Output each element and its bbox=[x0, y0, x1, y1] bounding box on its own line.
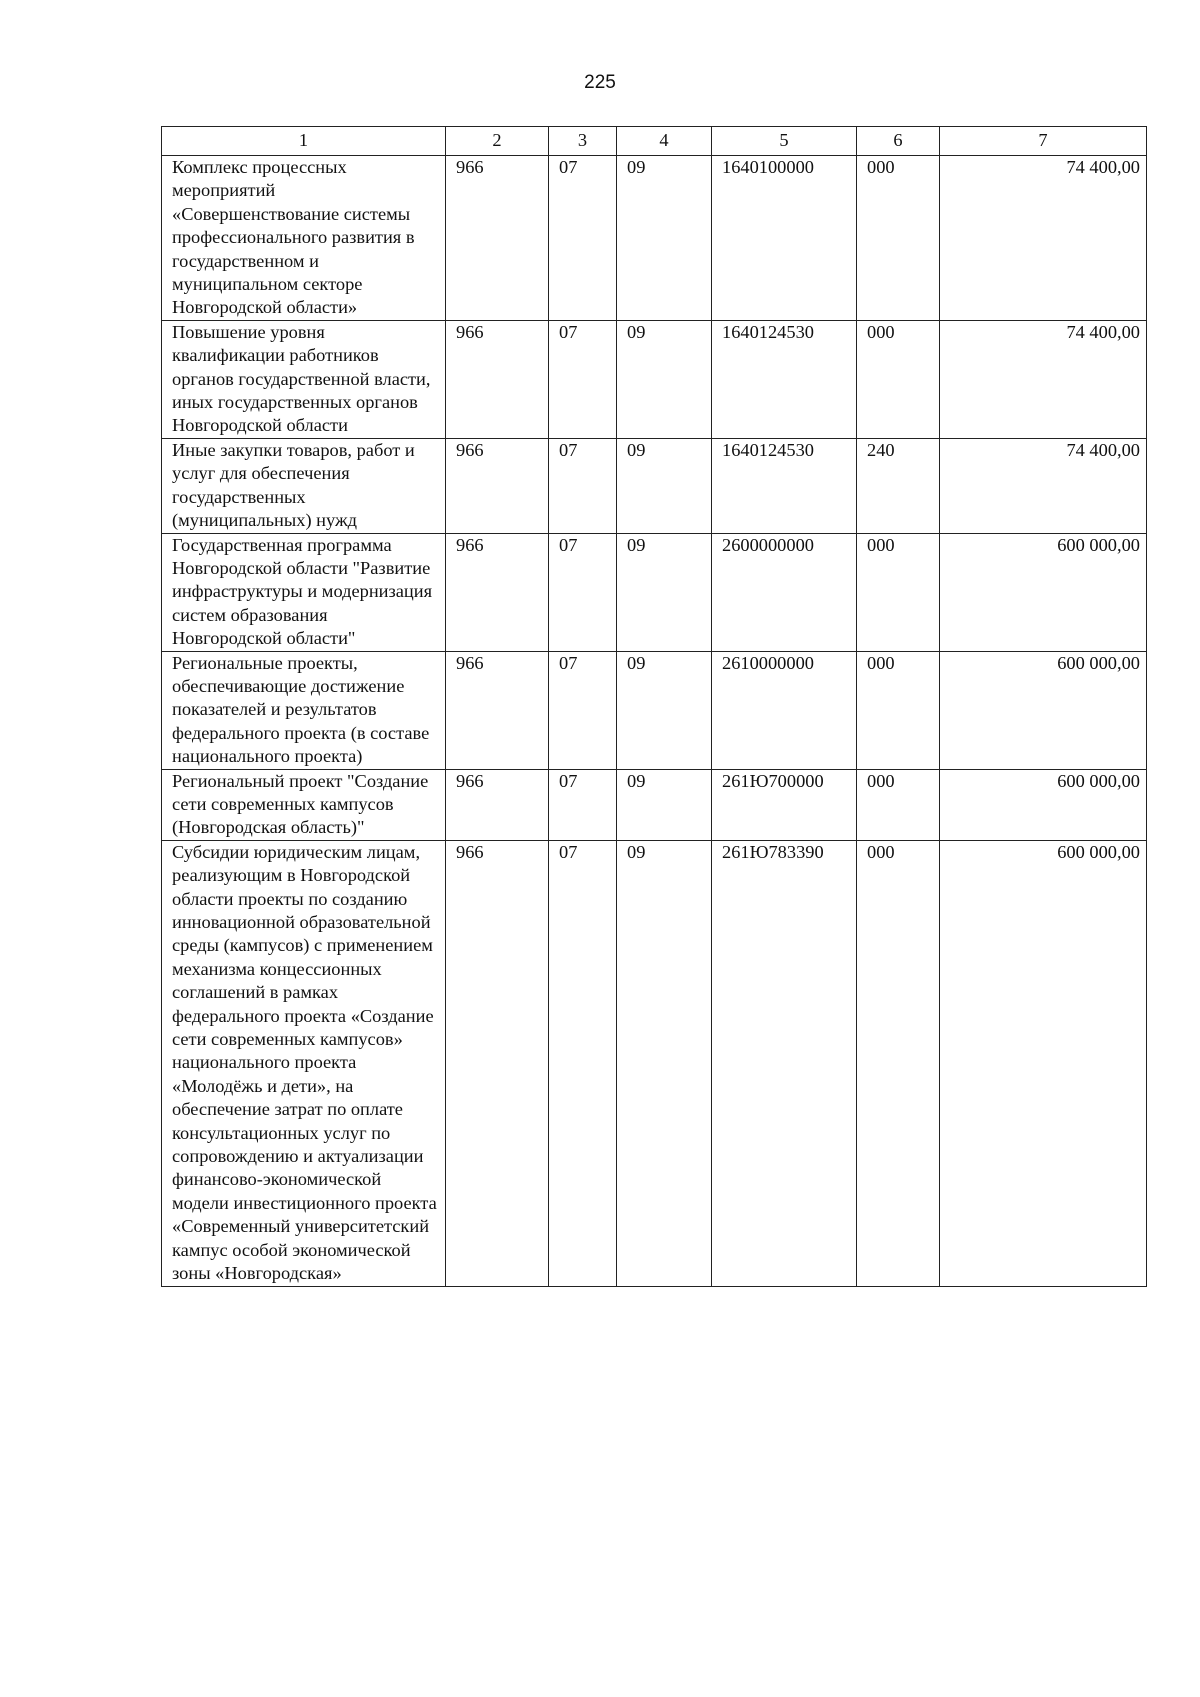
row-amount: 600 000,00 bbox=[940, 533, 1147, 651]
row-expense-type: 240 bbox=[857, 438, 940, 533]
row-code: 966 bbox=[446, 156, 549, 321]
row-section: 07 bbox=[549, 840, 617, 1286]
table-row bbox=[162, 156, 1147, 321]
row-code: 966 bbox=[446, 840, 549, 1286]
row-expense-type: 000 bbox=[857, 320, 940, 438]
column-header-4: 4 bbox=[617, 127, 712, 156]
row-subsection: 09 bbox=[617, 840, 712, 1286]
row-subsection: 09 bbox=[617, 651, 712, 769]
table-row bbox=[162, 769, 1147, 840]
row-target: 261Ю700000 bbox=[712, 769, 857, 840]
row-section: 07 bbox=[549, 651, 617, 769]
row-expense-type: 000 bbox=[857, 651, 940, 769]
budget-table bbox=[161, 126, 1147, 1287]
table-row bbox=[162, 438, 1147, 533]
row-subsection: 09 bbox=[617, 438, 712, 533]
column-header-5: 5 bbox=[712, 127, 857, 156]
table-row bbox=[162, 651, 1147, 769]
row-section: 07 bbox=[549, 438, 617, 533]
row-subsection: 09 bbox=[617, 156, 712, 321]
row-section: 07 bbox=[549, 320, 617, 438]
row-amount: 74 400,00 bbox=[940, 320, 1147, 438]
row-name: Комплекс процессных мероприятий «Совершенствование системы профессионального развития в государственном и муниципальном секторе Новгородской области» bbox=[162, 156, 446, 321]
table-row bbox=[162, 320, 1147, 438]
row-section: 07 bbox=[549, 533, 617, 651]
row-target: 1640124530 bbox=[712, 438, 857, 533]
row-code: 966 bbox=[446, 438, 549, 533]
row-code: 966 bbox=[446, 320, 549, 438]
row-subsection: 09 bbox=[617, 769, 712, 840]
column-header-6: 6 bbox=[857, 127, 940, 156]
row-expense-type: 000 bbox=[857, 156, 940, 321]
row-amount: 600 000,00 bbox=[940, 840, 1147, 1286]
column-header-1: 1 bbox=[162, 127, 446, 156]
page-number: 225 bbox=[584, 72, 616, 93]
row-amount: 600 000,00 bbox=[940, 651, 1147, 769]
row-subsection: 09 bbox=[617, 320, 712, 438]
row-target: 2600000000 bbox=[712, 533, 857, 651]
row-section: 07 bbox=[549, 769, 617, 840]
row-code: 966 bbox=[446, 651, 549, 769]
row-code: 966 bbox=[446, 769, 549, 840]
row-subsection: 09 bbox=[617, 533, 712, 651]
row-amount: 600 000,00 bbox=[940, 769, 1147, 840]
row-expense-type: 000 bbox=[857, 769, 940, 840]
row-target: 1640100000 bbox=[712, 156, 857, 321]
header-row bbox=[162, 127, 1147, 156]
row-name: Региональные проекты, обеспечивающие достижение показателей и результатов федерального проекта (в составе национального проекта) bbox=[162, 651, 446, 769]
table-row bbox=[162, 533, 1147, 651]
row-target: 1640124530 bbox=[712, 320, 857, 438]
row-target: 261Ю783390 bbox=[712, 840, 857, 1286]
row-amount: 74 400,00 bbox=[940, 438, 1147, 533]
row-section: 07 bbox=[549, 156, 617, 321]
row-name: Государственная программа Новгородской области "Развитие инфраструктуры и модернизация систем образования Новгородской области" bbox=[162, 533, 446, 651]
row-amount: 74 400,00 bbox=[940, 156, 1147, 321]
column-header-7: 7 bbox=[940, 127, 1147, 156]
row-code: 966 bbox=[446, 533, 549, 651]
row-name: Повышение уровня квалификации работников органов государственной власти, иных государственных органов Новгородской области bbox=[162, 320, 446, 438]
row-target: 2610000000 bbox=[712, 651, 857, 769]
row-name: Региональный проект "Создание сети современных кампусов (Новгородская область)" bbox=[162, 769, 446, 840]
row-expense-type: 000 bbox=[857, 533, 940, 651]
table-row bbox=[162, 840, 1147, 1286]
row-name: Иные закупки товаров, работ и услуг для обеспечения государственных (муниципальных) нужд bbox=[162, 438, 446, 533]
column-header-3: 3 bbox=[549, 127, 617, 156]
row-expense-type: 000 bbox=[857, 840, 940, 1286]
column-header-2: 2 bbox=[446, 127, 549, 156]
row-name: Субсидии юридическим лицам, реализующим в Новгородской области проекты по созданию инновационной образовательной среды (кампусов) с применением механизма концессионных соглашений в рамках федерального проекта «Создание сети современных кампусов» национального проекта «Молодёжь и дети», на обеспечение затрат по оплате консультационных услуг по сопровождению и актуализации финансово-экономической модели инвестиционного проекта «Современный университетский кампус особой экономической зоны «Новгородская» bbox=[162, 840, 446, 1286]
